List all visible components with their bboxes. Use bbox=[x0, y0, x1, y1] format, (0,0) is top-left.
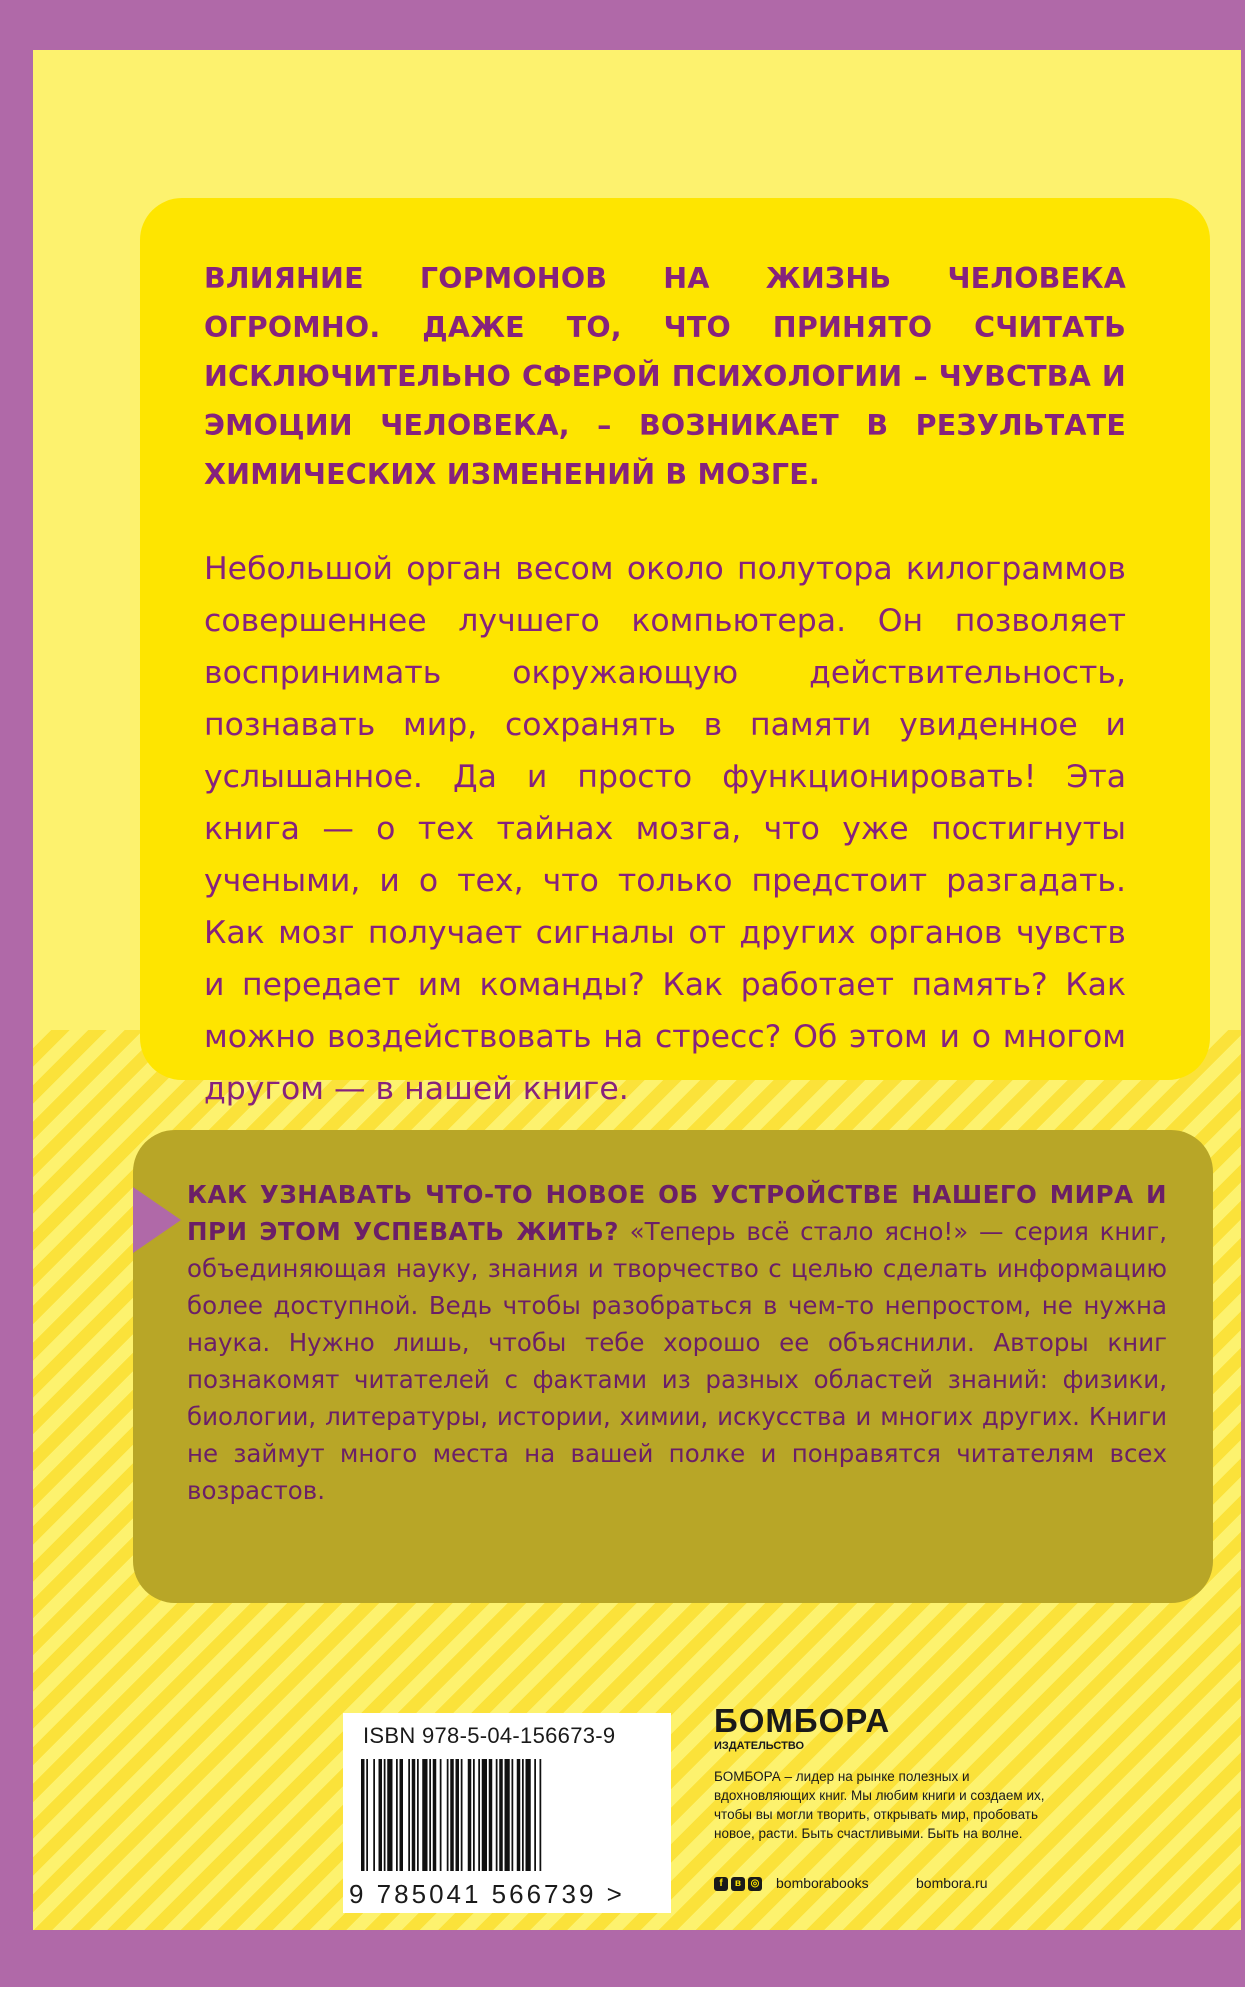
publisher-subtitle: ИЗДАТЕЛЬСТВО bbox=[714, 1740, 805, 1752]
social-links bbox=[714, 1873, 1054, 1893]
series-body: «Теперь всё стало ясно!» — серия книг, объединяющая науку, знания и творчество с целью сделать информацию более доступной. Ведь чтобы разобраться в чем-то непростом, не нужна наука. Нужно лишь, чтобы тебе хорошо ее объяснили. Авторы книг познакомят читателей с фактами из разных областей знаний: физики, биологии, литературы, истории, химии, искусства и многих других. Книги не займут много места на вашей полке и понравятся читателям всех возрастов. bbox=[187, 1217, 1167, 1505]
series-description bbox=[187, 1176, 1167, 1509]
barcode-icon bbox=[359, 1759, 659, 1871]
lead-paragraph: ВЛИЯНИЕ ГОРМОНОВ НА ЖИЗНЬ ЧЕЛОВЕКА ОГРОМНО. ДАЖЕ ТО, ЧТО ПРИНЯТО СЧИТАТЬ ИСКЛЮЧИТЕЛЬНО СФЕРОЙ ПСИХОЛОГИИ – ЧУВСТВА И ЭМОЦИИ ЧЕЛОВЕКА, – ВОЗНИКАЕТ В РЕЗУЛЬТАТЕ ХИМИЧЕСКИХ ИЗМЕНЕНИЙ В МОЗГЕ. bbox=[204, 262, 1126, 491]
isbn-label: ISBN 978-5-04-156673-9 bbox=[363, 1723, 616, 1748]
facebook-icon[interactable]: f bbox=[714, 1877, 728, 1891]
publisher-info bbox=[714, 1702, 1054, 1891]
website-link[interactable]: bombora.ru bbox=[916, 1875, 988, 1891]
series-highlight: КАК УЗНАВАТЬ ЧТО-ТО НОВОЕ ОБ УСТРОЙСТВЕ НАШЕГО МИРА И ПРИ ЭТОМ УСПЕВАТЬ ЖИТЬ? bbox=[187, 1180, 1167, 1246]
barcode-digits: 9 785041 566739 > bbox=[349, 1879, 625, 1909]
series-description-box bbox=[133, 1130, 1213, 1603]
barcode-panel bbox=[343, 1713, 671, 1913]
vk-icon[interactable]: в bbox=[731, 1877, 745, 1891]
arrow-marker-icon bbox=[133, 1187, 181, 1253]
publisher-description: БОМБОРА – лидер на рынке полезных и вдохновляющих книг. Мы любим книги и создаем их, чтобы вы могли творить, открывать мир, пробовать новое, расти. Быть счастливыми. Быть на волне. bbox=[714, 1769, 1045, 1841]
body-paragraph: Небольшой орган весом около полутора килограммов совершеннее лучшего компьютера. Он позволяет воспринимать окружающую действительность, познавать мир, сохранять в памяти увиденное и услышанное. Да и просто функционировать! Эта книга — о тех тайнах мозга, что уже постигнуты учеными, и о тех, что только предстоит разгадать. Как мозг получает сигналы от других органов чувств и передает им команды? Как работает память? Как можно воздействовать на стресс? Об этом и о многом другом — в нашей книге. bbox=[204, 551, 1126, 1107]
main-description bbox=[204, 254, 1126, 1115]
cover-background bbox=[33, 50, 1241, 1909]
publisher-logo: БОМБОРА bbox=[714, 1702, 891, 1739]
social-handle[interactable]: bomborabooks bbox=[776, 1875, 869, 1891]
instagram-icon[interactable]: ◎ bbox=[748, 1877, 762, 1891]
main-description-box bbox=[140, 198, 1210, 1107]
